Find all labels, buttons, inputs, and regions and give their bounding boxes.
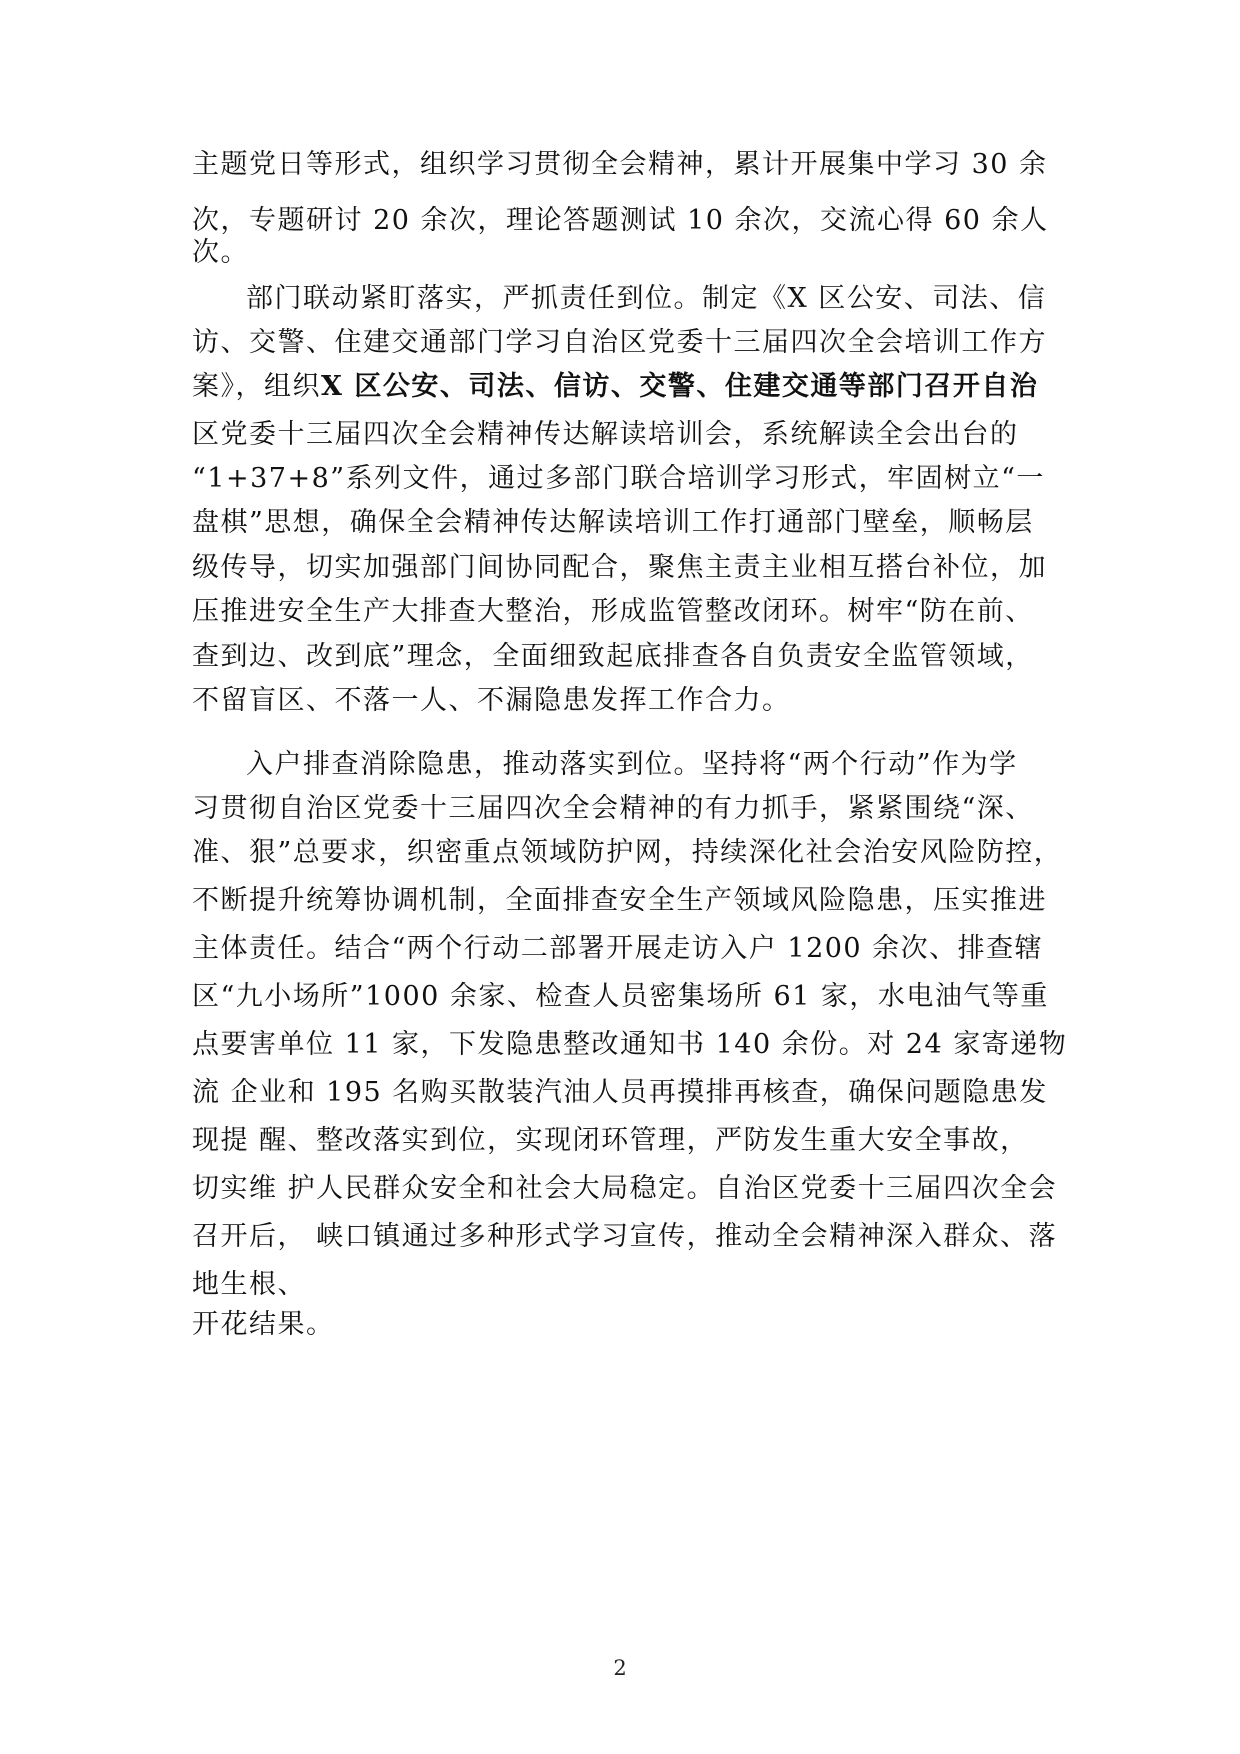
paragraph-1-line-1: 主题党日等形式，组织学习贯彻全会精神，累计开展集中学习 30 余 [192, 149, 1048, 180]
paragraph-2-line-3 [192, 370, 1092, 404]
paragraph-1-line-2: 次，专题研讨 20 余次，理论答题测试 10 余次，交流心得 60 余人 [192, 205, 1049, 236]
paragraph-2-line-3-normal: 案》，组织 [192, 371, 321, 402]
paragraph-2-line-5: “1+37+8”系列文件，通过多部门联合培训学习形式，牢固树立“一 [192, 463, 1045, 494]
paragraph-2-line-4: 区党委十三届四次全会精神传达解读培训会，系统解读全会出台的 [192, 419, 1019, 450]
paragraph-1-line-3: 次。 [192, 237, 249, 268]
paragraph-3-line-9: 现提 醒、整改落实到位，实现闭环管理，严防发生重大安全事故， [192, 1125, 1029, 1156]
paragraph-3-line-6: 区“九小场所”1000 余家、检查人员密集场所 61 家，水电油气等重 [192, 981, 1049, 1012]
paragraph-2-line-8: 压推进安全生产大排查大整治，形成监管整改闭环。树牢“防在前、 [192, 596, 1034, 627]
paragraph-2-line-10: 不留盲区、不落一人、不漏隐患发挥工作合力。 [192, 685, 791, 716]
paragraph-2-line-3-bold: X 区公安、司法、信访、交警、住建交通等部门召开自治 [321, 371, 1039, 402]
paragraph-3-line-11: 召开后， 峡口镇通过多种形式学习宣传，推动全会精神深入群众、落 [192, 1221, 1058, 1252]
paragraph-3-line-12: 地生根、 [192, 1269, 306, 1300]
paragraph-2-line-7: 级传导，切实加强部门间协同配合，聚焦主责主业相互搭台补位，加 [192, 552, 1047, 583]
paragraph-3-line-8: 流 企业和 195 名购买散装汽油人员再摸排再核查，确保问题隐患发 [192, 1077, 1048, 1108]
paragraph-3-line-7: 点要害单位 11 家，下发隐患整改通知书 140 余份。对 24 家寄递物 [192, 1029, 1068, 1060]
paragraph-2-line-1: 部门联动紧盯落实，严抓责任到位。制定《X 区公安、司法、信 [246, 283, 1047, 314]
page-number: 2 [613, 1656, 627, 1680]
paragraph-3-line-4: 不断提升统筹协调机制，全面排查安全生产领域风险隐患，压实推进 [192, 885, 1047, 916]
paragraph-3-line-1: 入户排查消除隐患，推动落实到位。坚持将“两个行动”作为学 [246, 749, 1018, 780]
paragraph-2-line-9: 查到边、改到底”理念，全面细致起底排查各自负责安全监管领域， [192, 641, 1034, 672]
paragraph-3-line-5: 主体责任。结合“两个行动二部署开展走访入户 1200 余次、排查辖 [192, 933, 1044, 964]
paragraph-2-line-6: 盘棋”思想，确保全会精神传达解读培训工作打通部门壁垒，顺畅层 [192, 507, 1034, 538]
paragraph-3-line-3: 准、狠”总要求，织密重点领域防护网，持续深化社会治安风险防控， [192, 837, 1063, 868]
paragraph-3-line-10: 切实维 护人民群众安全和社会大局稳定。自治区党委十三届四次全会 [192, 1173, 1058, 1204]
paragraph-3-line-13: 开花结果。 [192, 1309, 335, 1340]
paragraph-3-line-2: 习贯彻自治区党委十三届四次全会精神的有力抓手，紧紧围绕“深、 [192, 793, 1034, 824]
paragraph-2-line-2: 访、交警、住建交通部门学习自治区党委十三届四次全会培训工作方 [192, 327, 1047, 358]
